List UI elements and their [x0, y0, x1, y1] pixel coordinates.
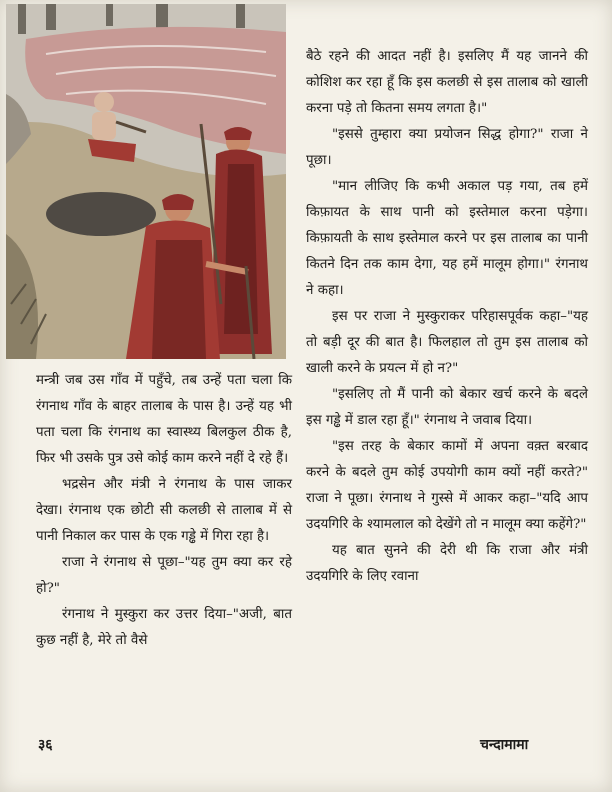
left-text-column — [36, 368, 292, 654]
paragraph: "इस तरह के बेकार कामों में अपना वक़्त बरबाद करने के बदले तुम कोई उपयोगी काम क्यों नहीं करते?" राजा ने पूछा। रंगनाथ ने गुस्से में आकर कहा–"यदि आप उदयगिरि के श्यामलाल को देखेंगे तो न मालूम क्या कहेंगे?" — [306, 439, 588, 532]
paragraph: भद्रसेन और मंत्री ने रंगनाथ के पास जाकर देखा। रंगनाथ एक छोटी सी कलछी से तालाब में से पानी निकाल कर पास के एक गड्ढे में गिरा रहा है। — [36, 477, 292, 544]
right-text-column — [306, 44, 588, 590]
paragraph: "इसलिए तो मैं पानी को बेकार खर्च करने के बदले इस गड्ढे में डाल रहा हूँ।" रंगनाथ ने जवाब दिया। — [306, 387, 588, 428]
story-illustration — [6, 4, 286, 359]
paragraph: इस पर राजा ने मुस्कुराकर परिहासपूर्वक कहा–"यह तो बड़ी दूर की बात है। फिलहाल तो तुम इस तालाब को खाली करने के प्रयत्न में हो न?" — [306, 309, 588, 376]
magazine-name: चन्दामामा — [480, 737, 529, 753]
paragraph: यह बात सुनने की देरी थी कि राजा और मंत्री उदयगिरि के लिए रवाना — [306, 543, 588, 584]
paragraph: "मान लीजिए कि कभी अकाल पड़ गया, तब हमें किफ़ायत के साथ पानी को इस्तेमाल करना पड़ेगा। किफ़ायती के साथ इस्तेमाल करने पर इस तालाब का पानी कितने दिन तक काम देगा, यह हमें मालूम होगा।" रंगनाथ ने कहा। — [306, 179, 588, 298]
page-number: ३६ — [38, 737, 53, 753]
paragraph: रंगनाथ ने मुस्कुरा कर उत्तर दिया–"अजी, बात कुछ नहीं है, मेरे तो वैसे — [36, 607, 292, 648]
paragraph: मन्त्री जब उस गाँव में पहुँचे, तब उन्हें पता चला कि रंगनाथ गाँव के बाहर तालाब के पास है। उन्हें यह भी पता चला कि रंगनाथ का स्वास्थ्य बिलकुल ठीक है, फिर भी उसके पुत्र उसे कोई काम करने नहीं दे रहे हैं। — [36, 373, 292, 466]
paragraph: राजा ने रंगनाथ से पूछा–"यह तुम क्या कर रहे हो?" — [36, 555, 292, 596]
paragraph: बैठे रहने की आदत नहीं है। इसलिए मैं यह जानने की कोशिश कर रहा हूँ कि इस कलछी से इस तालाब को खाली करना पड़े तो कितना समय लगता है।" — [306, 49, 588, 116]
paragraph: "इससे तुम्हारा क्या प्रयोजन सिद्ध होगा?" राजा ने पूछा। — [306, 127, 588, 168]
